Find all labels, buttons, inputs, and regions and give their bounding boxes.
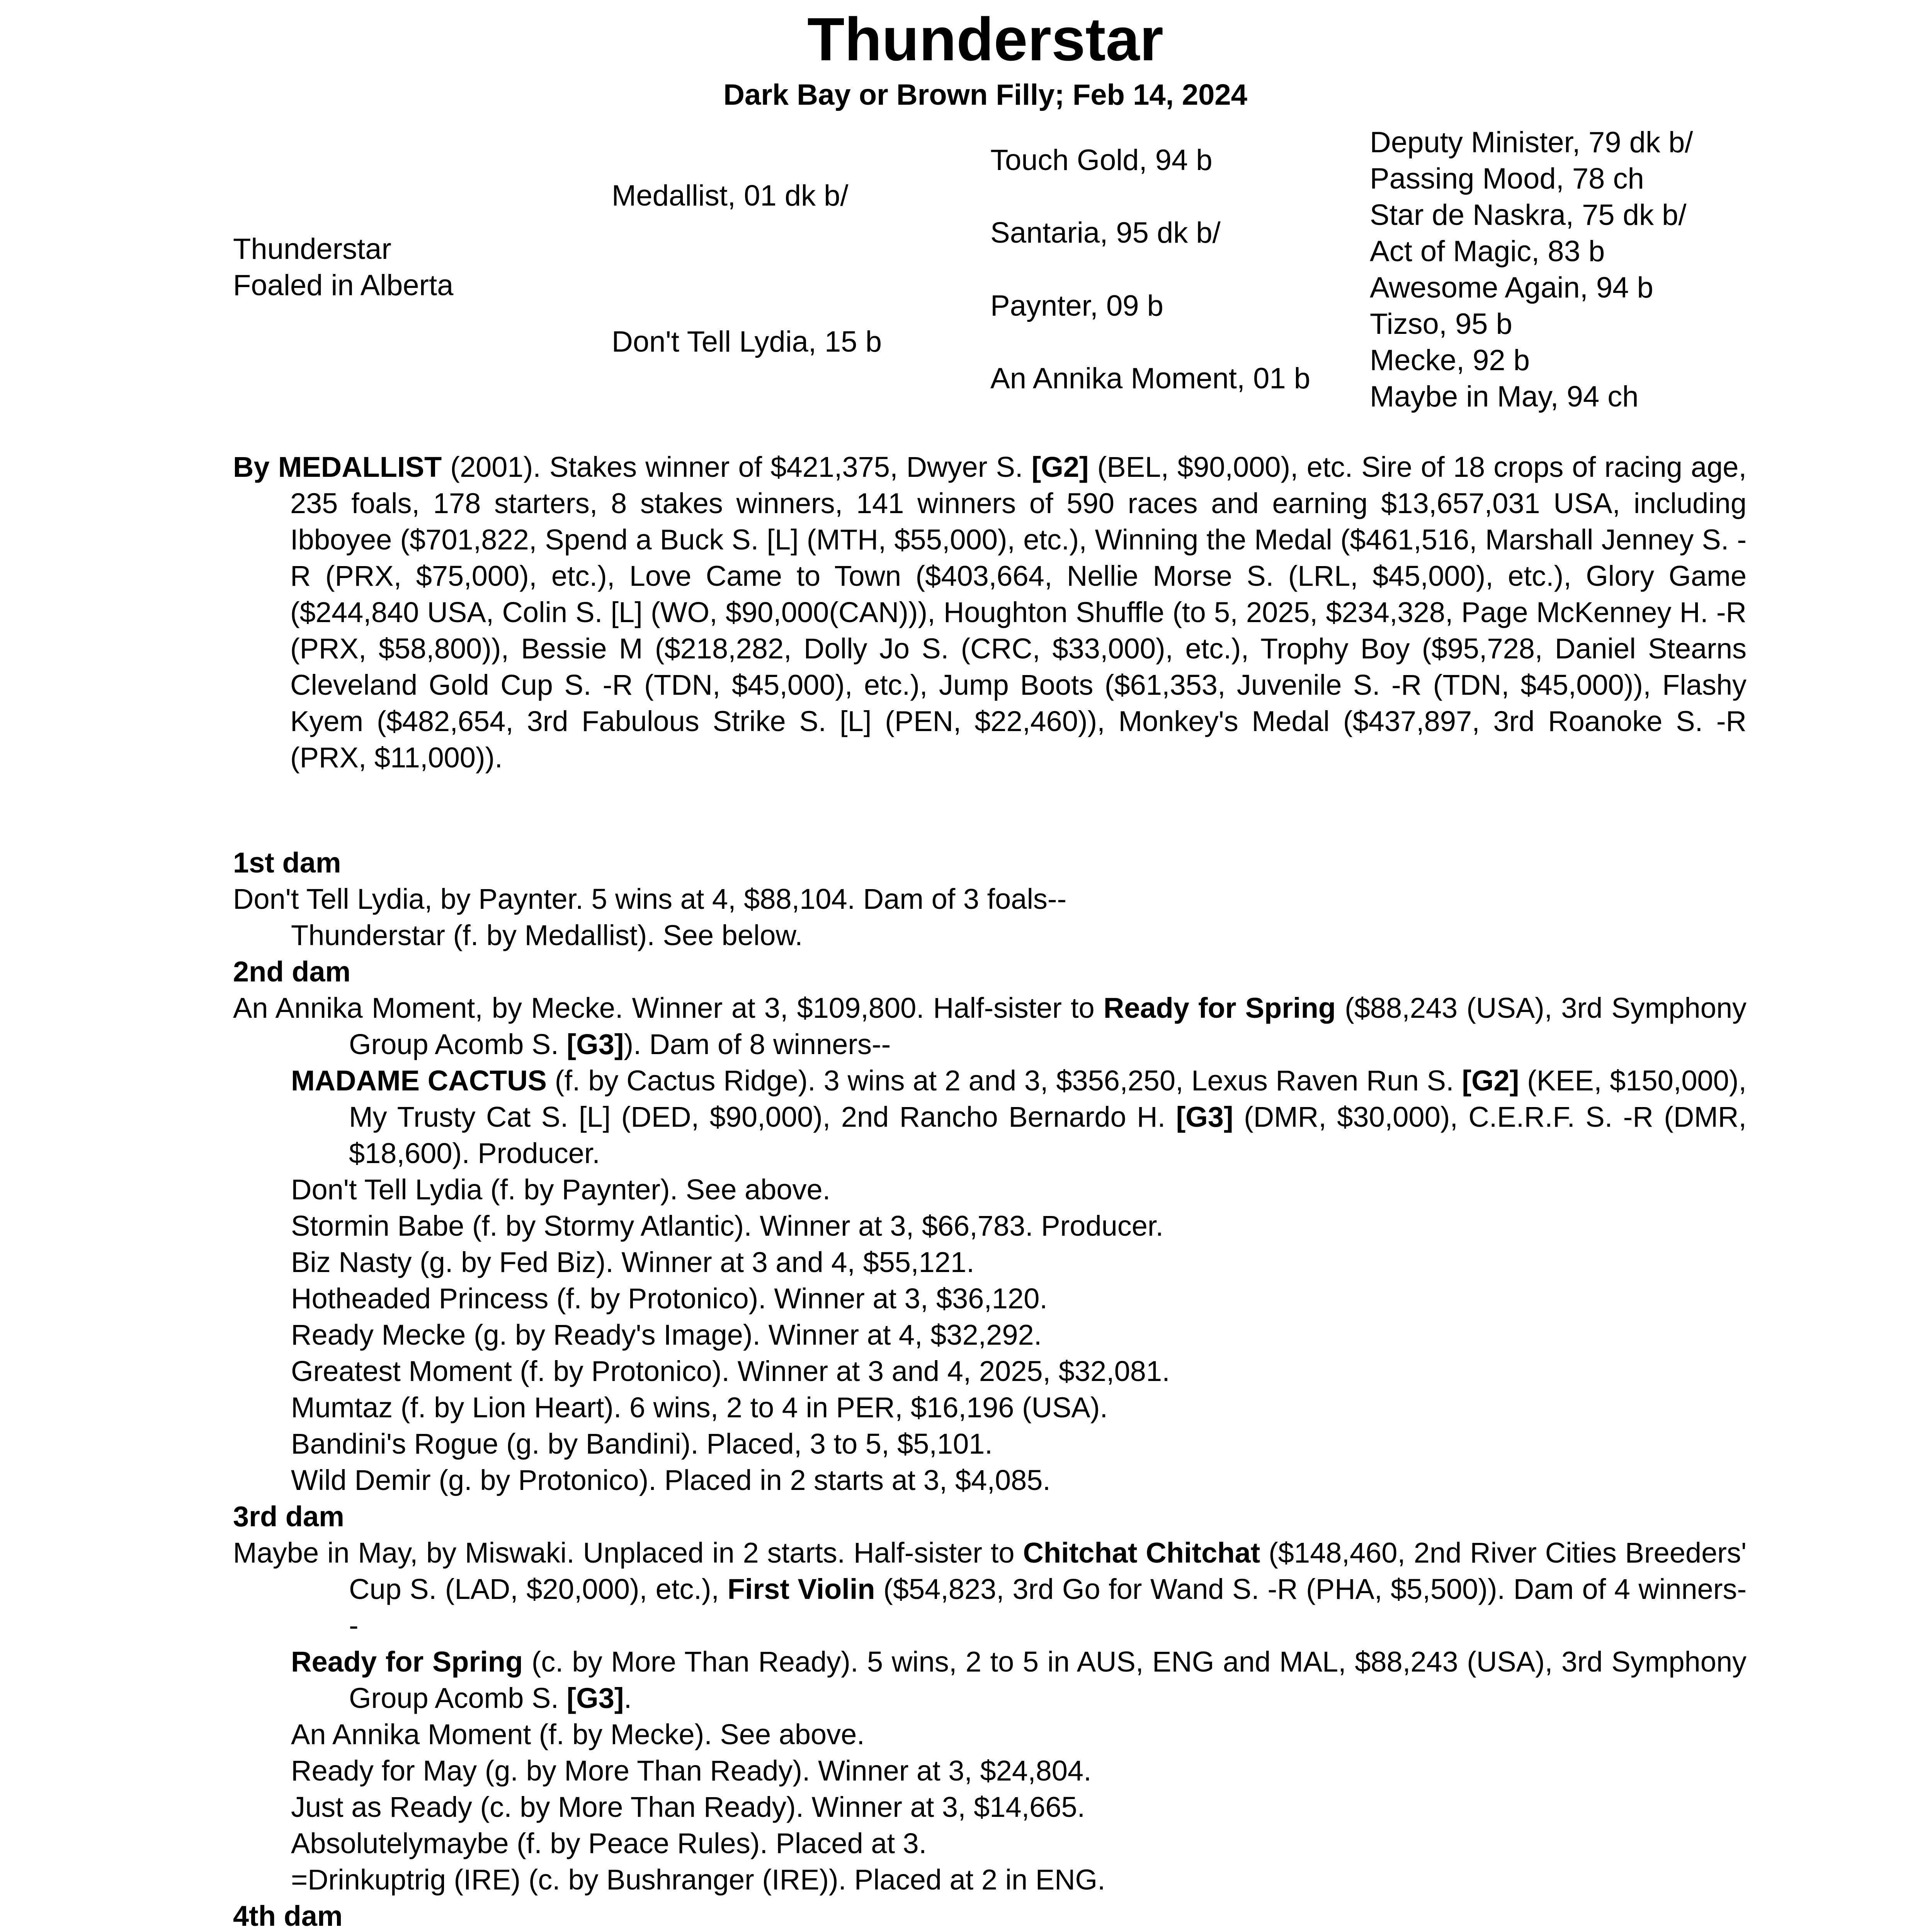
pedigree-dam-sire: Paynter, 09 b (990, 289, 1163, 322)
dam3-foal: Just as Ready (c. by More Than Ready). Winner at 3, $14,665. (291, 1791, 1085, 1823)
pedigree-gen4: Maybe in May, 94 ch (1370, 380, 1639, 413)
dam3-foal: An Annika Moment (f. by Mecke). See above. (291, 1718, 865, 1750)
grade-badge: [G2] (1462, 1065, 1519, 1097)
dam3-intro-text: Maybe in May, by Miswaki. Unplaced in 2 starts. Half-sister to (233, 1537, 1023, 1569)
foal-text: (f. by Cactus Ridge). 3 wins at 2 and 3, $356,250, Lexus Raven Run S. (547, 1065, 1462, 1097)
dam2-foal: Ready Mecke (g. by Ready's Image). Winner at 4, $32,292. (291, 1319, 1042, 1351)
dam3-intro (233, 1535, 1747, 1644)
half-sibling-name: First Violin (727, 1573, 875, 1605)
sire-name: MEDALLIST (278, 451, 442, 483)
pedigree-gen4: Star de Naskra, 75 dk b/ (1370, 199, 1687, 231)
dams-section (233, 845, 1747, 1932)
dam2-foal: Greatest Moment (f. by Protonico). Winner at 3 and 4, 2025, $32,081. (291, 1355, 1170, 1387)
pedigree-gen4: Awesome Again, 94 b (1370, 271, 1653, 304)
sire-prefix: By (233, 451, 278, 483)
dam1-intro: Don't Tell Lydia, by Paynter. 5 wins at 4, $88,104. Dam of 3 foals-- (233, 883, 1067, 915)
dam3-foal: Absolutelymaybe (f. by Peace Rules). Placed at 3. (291, 1827, 927, 1859)
pedigree-sire-dam: Santaria, 95 dk b/ (990, 216, 1221, 249)
dam2-intro-text: ). Dam of 8 winners-- (624, 1028, 891, 1060)
pedigree-gen4: Deputy Minister, 79 dk b/ (1370, 126, 1693, 159)
grade-badge: [G3] (1176, 1101, 1233, 1133)
pedigree-gen4: Act of Magic, 83 b (1370, 235, 1605, 268)
pedigree-dam: Don't Tell Lydia, 15 b (612, 325, 882, 358)
dam2-foal: Biz Nasty (g. by Fed Biz). Winner at 3 and 4, $55,121. (291, 1246, 975, 1278)
foal-name: Ready for Spring (291, 1646, 523, 1678)
dam2-foal: Stormin Babe (f. by Stormy Atlantic). Winner at 3, $66,783. Producer. (291, 1210, 1164, 1242)
dam1-heading: 1st dam (233, 847, 341, 879)
grade-badge: [G3] (566, 1682, 624, 1714)
pedigree-sire-sire: Touch Gold, 94 b (990, 144, 1213, 177)
foal-text: . (624, 1682, 632, 1714)
dam3-intro-text: ($54,823, 3rd Go for Wand S. -R (PHA, $5,500)). Dam of 4 winners-- (349, 1573, 1747, 1641)
sire-text: (2001). Stakes winner of $421,375, Dwyer S. (442, 451, 1032, 483)
horse-description: Dark Bay or Brown Filly; Feb 14, 2024 (723, 78, 1247, 111)
foal-text: (c. by More Than Ready). 5 wins, 2 to 5 in AUS, ENG and MAL, $88,243 (USA), 3rd Symphony Group Acomb S. (349, 1646, 1747, 1714)
pedigree-gen4: Mecke, 92 b (1370, 344, 1530, 377)
half-sibling-name: Ready for Spring (1103, 992, 1336, 1024)
horse-name-title: Thunderstar (807, 5, 1163, 73)
foal-name: MADAME CACTUS (291, 1065, 547, 1097)
dam2-foal: Mumtaz (f. by Lion Heart). 6 wins, 2 to 4 in PER, $16,196 (USA). (291, 1391, 1108, 1423)
dam2-foal: Wild Demir (g. by Protonico). Placed in 2 starts at 3, $4,085. (291, 1464, 1051, 1496)
dam3-heading: 3rd dam (233, 1500, 344, 1532)
dam2-heading: 2nd dam (233, 956, 351, 988)
pedigree-gen4: Passing Mood, 78 ch (1370, 162, 1644, 195)
dam2-foal-madame-cactus (233, 1063, 1747, 1172)
pedigree-sire: Medallist, 01 dk b/ (612, 179, 849, 212)
foal-text: (KEE, $150,000), My Trusty Cat S. [L] (DED, $90,000), 2nd Rancho Bernardo H. (349, 1065, 1747, 1133)
pedigree-gen4: Tizso, 95 b (1370, 308, 1512, 340)
pedigree-dam-dam: An Annika Moment, 01 b (990, 362, 1311, 395)
dam4-heading: 4th dam (233, 1900, 343, 1932)
dam2-intro-text: An Annika Moment, by Mecke. Winner at 3, $109,800. Half-sister to (233, 992, 1104, 1024)
dam2-foal: Hotheaded Princess (f. by Protonico). Winner at 3, $36,120. (291, 1282, 1048, 1315)
dam2-foal: Don't Tell Lydia (f. by Paynter). See above. (291, 1173, 831, 1206)
pedigree-subject-foaled: Foaled in Alberta (233, 269, 454, 302)
sire-section (233, 449, 1747, 776)
dam2-intro (233, 990, 1747, 1063)
dam3-intro-text: ($148,460, 2nd River Cities Breeders' Cup S. (LAD, $20,000), etc.), (349, 1537, 1747, 1605)
dam2-intro-text: ($88,243 (USA), 3rd Symphony Group Acomb S. (349, 992, 1747, 1060)
pedigree-subject-name: Thunderstar (233, 233, 391, 265)
grade-badge: [G2] (1031, 451, 1089, 483)
dam1-foal: Thunderstar (f. by Medallist). See below. (291, 919, 803, 951)
dam3-foal: =Drinkuptrig (IRE) (c. by Bushranger (IRE)). Placed at 2 in ENG. (291, 1864, 1105, 1896)
dam3-foal: Ready for May (g. by More Than Ready). Winner at 3, $24,804. (291, 1755, 1092, 1787)
foal-text: (DMR, $30,000), C.E.R.F. S. -R (DMR, $18,600). Producer. (349, 1101, 1747, 1169)
grade-badge: [G3] (566, 1028, 624, 1060)
half-sibling-name: Chitchat Chitchat (1023, 1537, 1260, 1569)
sire-paragraph (233, 449, 1747, 776)
dam2-foal: Bandini's Rogue (g. by Bandini). Placed, 3 to 5, $5,101. (291, 1428, 993, 1460)
dam3-foal-ready-for-spring (233, 1644, 1747, 1716)
sire-text: (BEL, $90,000), etc. Sire of 18 crops of racing age, 235 foals, 178 starters, 8 stakes winners, 141 winners of 590 races and earning $13,657,031 USA, including Ibboyee ($701,822, Spend a Buck S. [L] (MTH, $55,000), etc.), Winning the Medal ($461,516, Marshall Jenney S. -R (PRX, $75,000), etc.), Love Came to Town ($403,664, Nellie Morse S. (LRL, $45,000), etc.), Glory Game ($244,840 USA, Colin S. [L] (WO, $90,000(CAN))), Houghton Shuffle (to 5, 2025, $234,328, Page McKenney H. -R (PRX, $58,800)), Bessie M ($218,282, Dolly Jo S. (CRC, $33,000), etc.), Trophy Boy ($95,728, Daniel Stearns Cleveland Gold Cup S. -R (TDN, $45,000), etc.), Jump Boots ($61,353, Juvenile S. -R (TDN, $45,000)), Flashy Kyem ($482,654, 3rd Fabulous Strike S. [L] (PEN, $22,460)), Monkey's Medal ($437,897, 3rd Roanoke S. -R (PRX, $11,000)). (290, 451, 1747, 774)
